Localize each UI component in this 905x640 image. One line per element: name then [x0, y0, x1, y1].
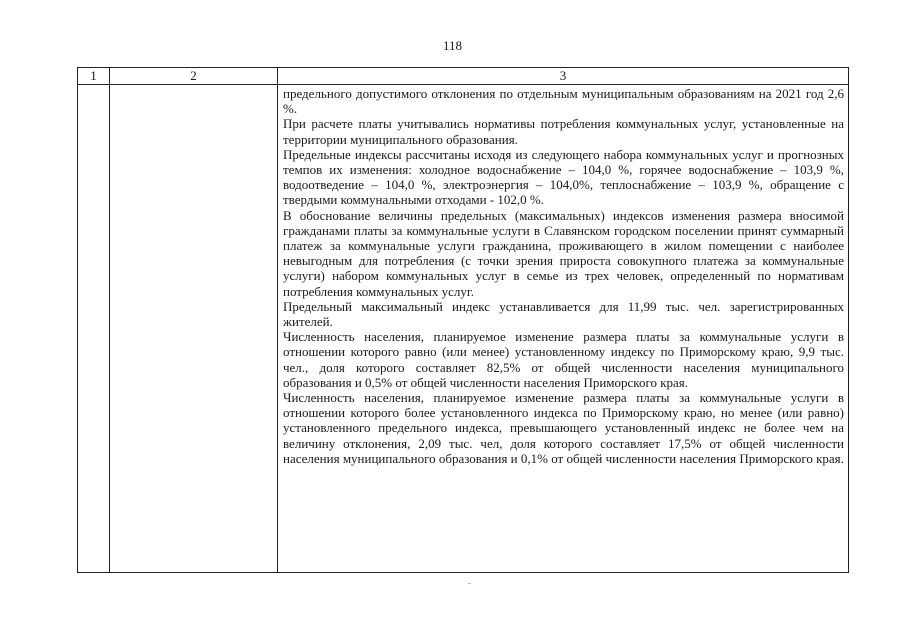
paragraph: Численность населения, планируемое изменение размера платы за коммунальные услуги в отношении которого более установленного индекса по Приморскому краю, но менее (или равно) установленного предельного индекса, превышающего установленный индекс не более чем на величину отклонения, 2,09 тыс. чел, доля которого составляет 17,5% от общей численности населения муниципального образования и 0,1% от общей численности населения Приморского края. — [283, 390, 844, 466]
paragraph: При расчете платы учитывались нормативы потребления коммунальных услуг, установленные на территории муниципального образования. — [283, 116, 844, 147]
page-number: 118 — [442, 38, 463, 53]
cell-col-3 — [278, 85, 849, 573]
cell-col-1 — [78, 85, 110, 573]
scan-artifact — [468, 583, 471, 584]
table-row — [78, 85, 849, 573]
paragraph: предельного допустимого отклонения по отдельным муниципальным образованиям на 2021 год 2,6 %. — [283, 86, 844, 117]
column-header-2: 2 — [110, 68, 278, 85]
paragraph: В обоснование величины предельных (максимальных) индексов изменения размера вносимой гражданами платы за коммунальные услуги в Славянском городском поселении принят суммарный платеж за коммунальные услуги гражданина, проживающего в жилом помещении с наиболее невыгодным для потребления (с точки зрения прироста совокупного платежа за коммунальные услуги) набором коммунальных услуг в семье из трех человек, определенный по нормативам потребления коммунальных услуг. — [283, 207, 844, 299]
table-header-row — [78, 68, 849, 85]
cell-col-2 — [110, 85, 278, 573]
column-header-3: 3 — [278, 68, 849, 85]
paragraph: Предельный максимальный индекс устанавливается для 11,99 тыс. чел. зарегистрированных жителей. — [283, 298, 844, 330]
column-header-1: 1 — [78, 68, 110, 85]
document-table — [77, 67, 849, 573]
paragraph: Численность населения, планируемое изменение размера платы за коммунальные услуги в отношении которого равно (или менее) установленному индексу по Приморскому краю, 9,9 тыс. чел., доля которого составляет 82,5% от общей численности населения муниципального образования и 0,5% от общей численности населения Приморского края. — [283, 329, 844, 390]
paragraph: Предельные индексы рассчитаны исходя из следующего набора коммунальных услуг и прогнозных темпов их изменения: холодное водоснабжение – 104,0 %, горячее водоснабжение – 103,9 %, водоотведение – 104,0 %, электроэнергия – 104,0%, теплоснабжение – 103,9 %, обращение с твердыми коммунальными отходами - 102,0 %. — [283, 146, 844, 208]
